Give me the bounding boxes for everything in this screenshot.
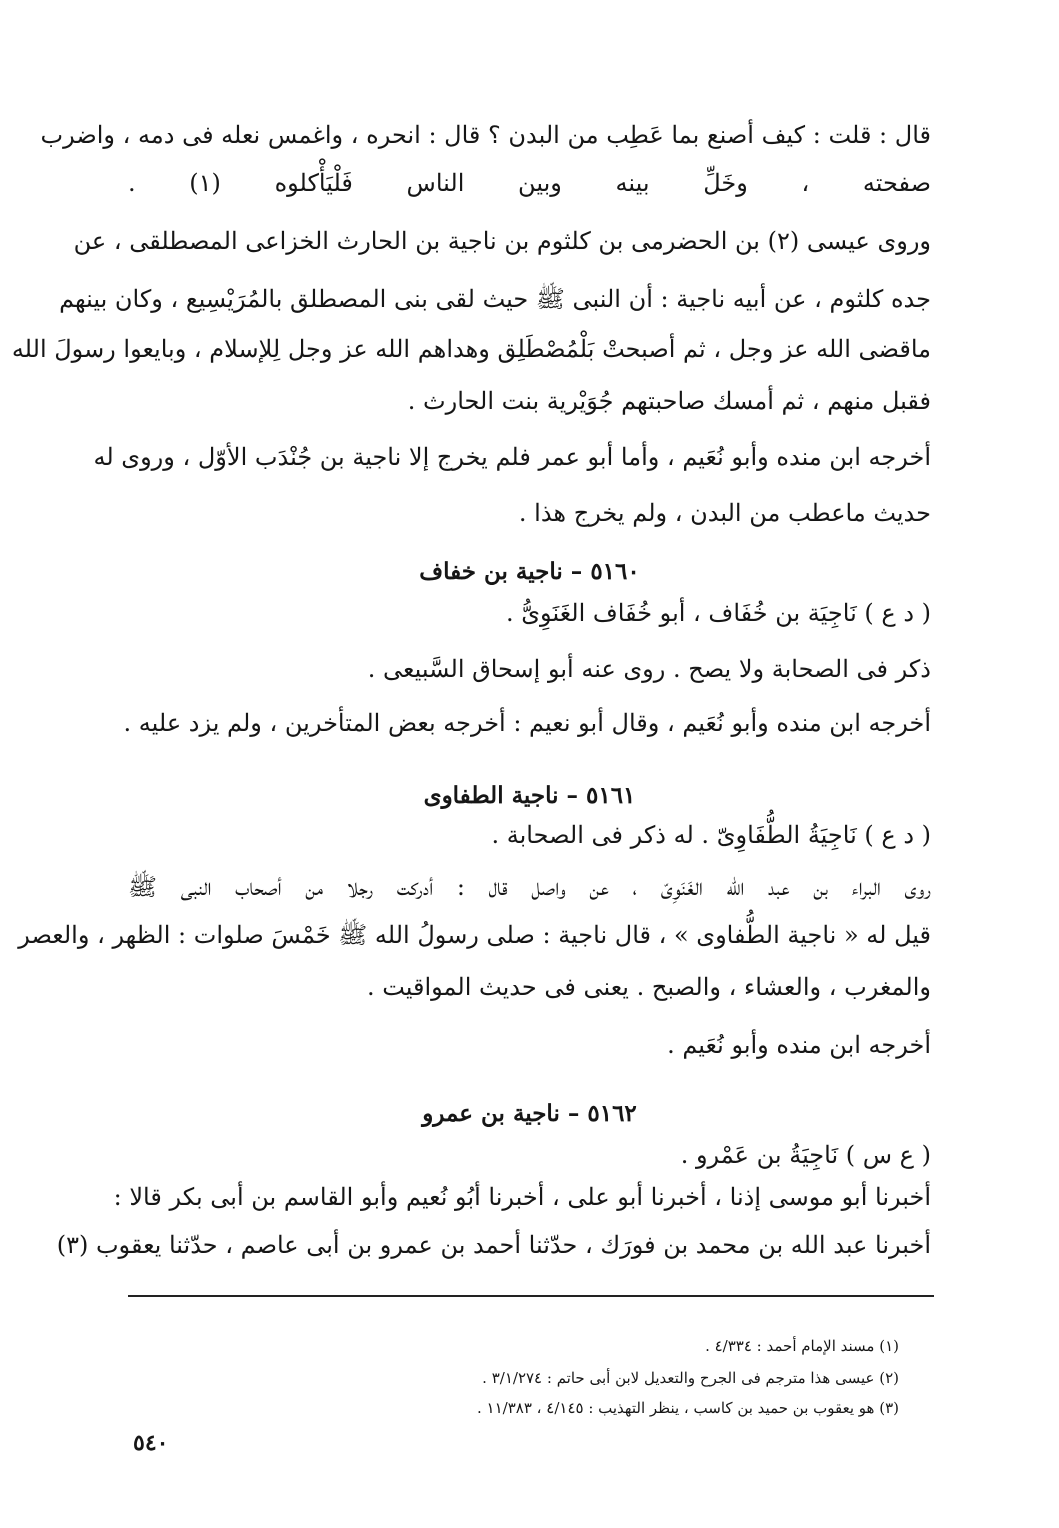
entry-heading: ٥١٦٢ – ناجية بن عمرو (422, 1100, 637, 1128)
text-line: ذكر فى الصحابة ولا يصح . روى عنه أبو إسحاق السَّبيعى . (367, 655, 931, 683)
text-line: روى البراء بن عبد الله الغَنَوِىّ ، عن واصل قال : أدركت رجلا من أصحاب النبى ﷺ (128, 873, 931, 901)
footnote: (٣) هو يعقوب بن حميد بن كاسب ، ينظر التهذيب : ٤/١٤٥ ، ١١/٣٨٣ . (477, 1399, 899, 1417)
entry-heading: ٥١٦٠ – ناجية بن خفاف (419, 558, 640, 586)
text-line: فقبل منهم ، ثم أمسك صاحبتهم جُوَيْرية بنت الحارث . (407, 387, 931, 415)
text-line: قال : قلت : كيف أصنع بما عَطِب من البدن ؟ قال : انحره ، واغمس نعله فى دمه ، واضرب (40, 121, 931, 149)
text-line: ( ع س ) نَاجِيَةُ بن عَمْرو . (680, 1141, 931, 1169)
footnote-divider (128, 1295, 934, 1297)
text-line: أخبرنا أبو موسى إذنا ، أخبرنا أبو على ، أخبرنا أبُو نُعيم وأبو القاسم بن أبى بكر قالا : (113, 1183, 931, 1211)
text-line: والمغرب ، والعشاء ، والصبح . يعنى فى حديث المواقيت . (366, 973, 931, 1001)
text-line: ( د ع ) نَاجِيَة بن خُفَاف ، أبو خُفَاف الغَنَوِىُّ . (506, 599, 931, 627)
footnote: (١) مسند الإمام أحمد : ٤/٣٣٤ . (705, 1337, 899, 1355)
footnote: (٢) عيسى هذا مترجم فى الجرح والتعديل لابن أبى حاتم : ٣/١/٢٧٤ . (482, 1369, 899, 1387)
text-line: جده كلثوم ، عن أبيه ناجية : أن النبى ﷺ حيث لقى بنى المصطلق بالمُرَيْسِيع ، وكان بينهم (59, 285, 931, 313)
text-line: قيل له « ناجية الطُّفاوى » ، قال ناجية : صلى رسولُ الله ﷺ خَمْسَ صلوات : الظهر ، والعصر (18, 921, 931, 949)
text-line: صفحته ، وخَلِّ بينه وبين الناس فَلْيَأْكلوه (١) . (128, 169, 931, 197)
page-number: ٥٤٠ (133, 1430, 169, 1456)
text-line: ماقضى الله عز وجل ، ثم أصبحتْ بَلْمُصْطَلِق وهداهم الله عز وجل لِلإسلام ، وبايعوا رسولَ الله (11, 335, 931, 363)
text-line: أخرجه ابن منده وأبو نُعَيم ، وقال أبو نعيم : أخرجه بعض المتأخرين ، ولم يزد عليه . (123, 709, 931, 737)
text-line: حديث ماعطب من البدن ، ولم يخرج هذا . (518, 499, 931, 527)
text-line: أخبرنا عبد الله بن محمد بن فورَك ، حدّثنا أحمد بن عمرو بن أبى عاصم ، حدّثنا يعقوب (٣) (56, 1231, 931, 1259)
text-line: أخرجه ابن منده وأبو نُعَيم . (667, 1031, 931, 1059)
text-line: وروى عيسى (٢) بن الحضرمى بن كلثوم بن ناجية بن الحارث الخزاعى المصطلقى ، عن (73, 227, 931, 255)
text-line: ( د ع ) نَاجِيَةُ الطُّفَاوِىّ . له ذكر فى الصحابة . (491, 821, 931, 849)
entry-heading: ٥١٦١ – ناجية الطفاوى (423, 782, 636, 810)
text-line: أخرجه ابن منده وأبو نُعَيم ، وأما أبو عمر فلم يخرج إلا ناجية بن جُنْدَب الأوّل ، وروى له (93, 443, 931, 471)
